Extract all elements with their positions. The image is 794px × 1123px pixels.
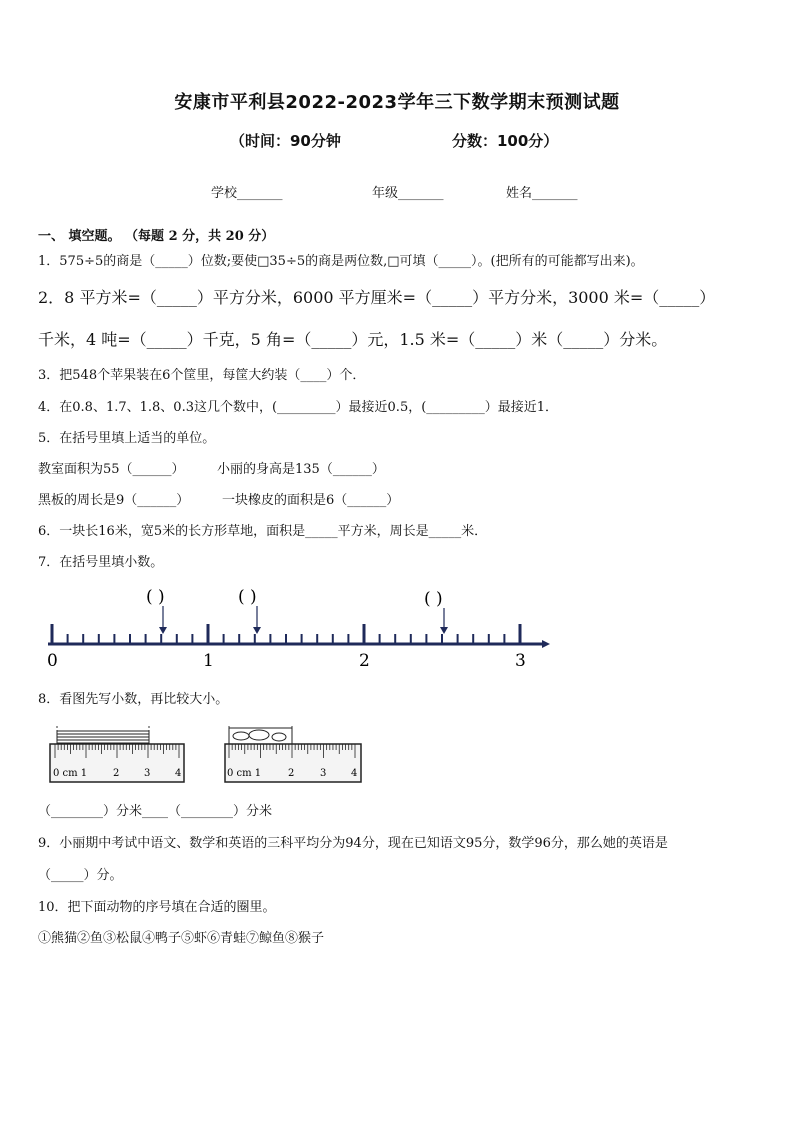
number-line-label-0: 0 xyxy=(47,651,58,671)
ruler-label-2: 2 xyxy=(288,768,295,779)
question-10: 10．把下面动物的序号填在合适的圈里。 xyxy=(38,900,276,915)
question-5-item-c: 黑板的周长是9（______） xyxy=(38,493,190,508)
question-3: 3．把548个苹果装在6个筐里，每筐大约装（____）个． xyxy=(38,368,366,383)
exam-score: 分数：100分） xyxy=(452,132,559,150)
question-9-line-2: （_____）分。 xyxy=(38,868,123,883)
ruler-label-0: 0 cm 1 xyxy=(227,768,262,779)
number-line-blank-1: ( ) xyxy=(146,587,165,607)
grade-field: 年级_______ xyxy=(372,186,444,201)
number-line-blank-2: ( ) xyxy=(238,587,257,607)
number-line-label-3: 3 xyxy=(515,651,526,671)
question-5-item-d: 一块橡皮的面积是6（______） xyxy=(222,493,400,508)
number-line-label-1: 1 xyxy=(203,651,214,671)
question-4: 4．在0.8、1.7、1.8、0.3这几个数中，(_________）最接近0.5，(_________）最接近1． xyxy=(38,400,559,415)
number-line-ticks xyxy=(52,624,520,644)
question-8: 8．看图先写小数，再比较大小。 xyxy=(38,692,229,707)
question-8-answer: （________）分米____（________）分米 xyxy=(38,804,273,819)
ruler-label-3: 3 xyxy=(144,768,151,779)
question-7: 7．在括号里填小数。 xyxy=(38,555,164,570)
number-line-figure xyxy=(38,580,558,672)
number-line-blank-3: ( ) xyxy=(424,589,443,609)
question-2-line-2: 千米，4 吨=（_____）千克，5 角=（_____）元，1.5 米=（_____）米（_____）分米。 xyxy=(38,330,668,349)
ruler-label-3: 3 xyxy=(320,768,327,779)
ruler-figure-right xyxy=(223,724,365,786)
question-5-item-a: 教室面积为55（______） xyxy=(38,462,185,477)
ruler-label-4: 4 xyxy=(351,768,358,779)
school-field: 学校_______ xyxy=(211,186,283,201)
question-1: 1．575÷5的商是（_____）位数;要使□35÷5的商是两位数,□可填（_____）。(把所有的可能都写出来)。 xyxy=(38,254,644,269)
ruler-label-0: 0 cm 1 xyxy=(53,768,88,779)
question-9-line-1: 9．小丽期中考试中语文、数学和英语的三科平均分为94分，现在已知语文95分，数学96分，那么她的英语是 xyxy=(38,836,668,851)
number-line-label-2: 2 xyxy=(359,651,370,671)
question-2-line-1: 2．8 平方米=（_____）平方分米，6000 平方厘米=（_____）平方分米，3000 米=（_____） xyxy=(38,288,716,307)
arrow-head-3 xyxy=(440,627,448,634)
number-line-arrow xyxy=(542,640,550,648)
question-10-animals: ①熊猫②鱼③松鼠④鸭子⑤虾⑥青蛙⑦鲸鱼⑧猴子 xyxy=(38,931,325,946)
exam-time: （时间：90分钟 xyxy=(230,132,341,150)
page-title: 安康市平利县2022-2023学年三下数学期末预测试题 xyxy=(174,92,620,113)
question-5-item-b: 小丽的身高是135（______） xyxy=(217,462,385,477)
arrow-head-2 xyxy=(253,627,261,634)
question-6: 6．一块长16米，宽5米的长方形草地，面积是_____平方米，周长是_____米． xyxy=(38,524,488,539)
arrow-head-1 xyxy=(159,627,167,634)
question-5: 5．在括号里填上适当的单位。 xyxy=(38,431,216,446)
ruler-label-2: 2 xyxy=(113,768,120,779)
ruler-label-4: 4 xyxy=(175,768,182,779)
section-heading: 一、 填空题。 （每题 2 分，共 20 分） xyxy=(38,229,275,244)
ruler-figure-left xyxy=(48,724,188,786)
name-field: 姓名_______ xyxy=(506,186,578,201)
